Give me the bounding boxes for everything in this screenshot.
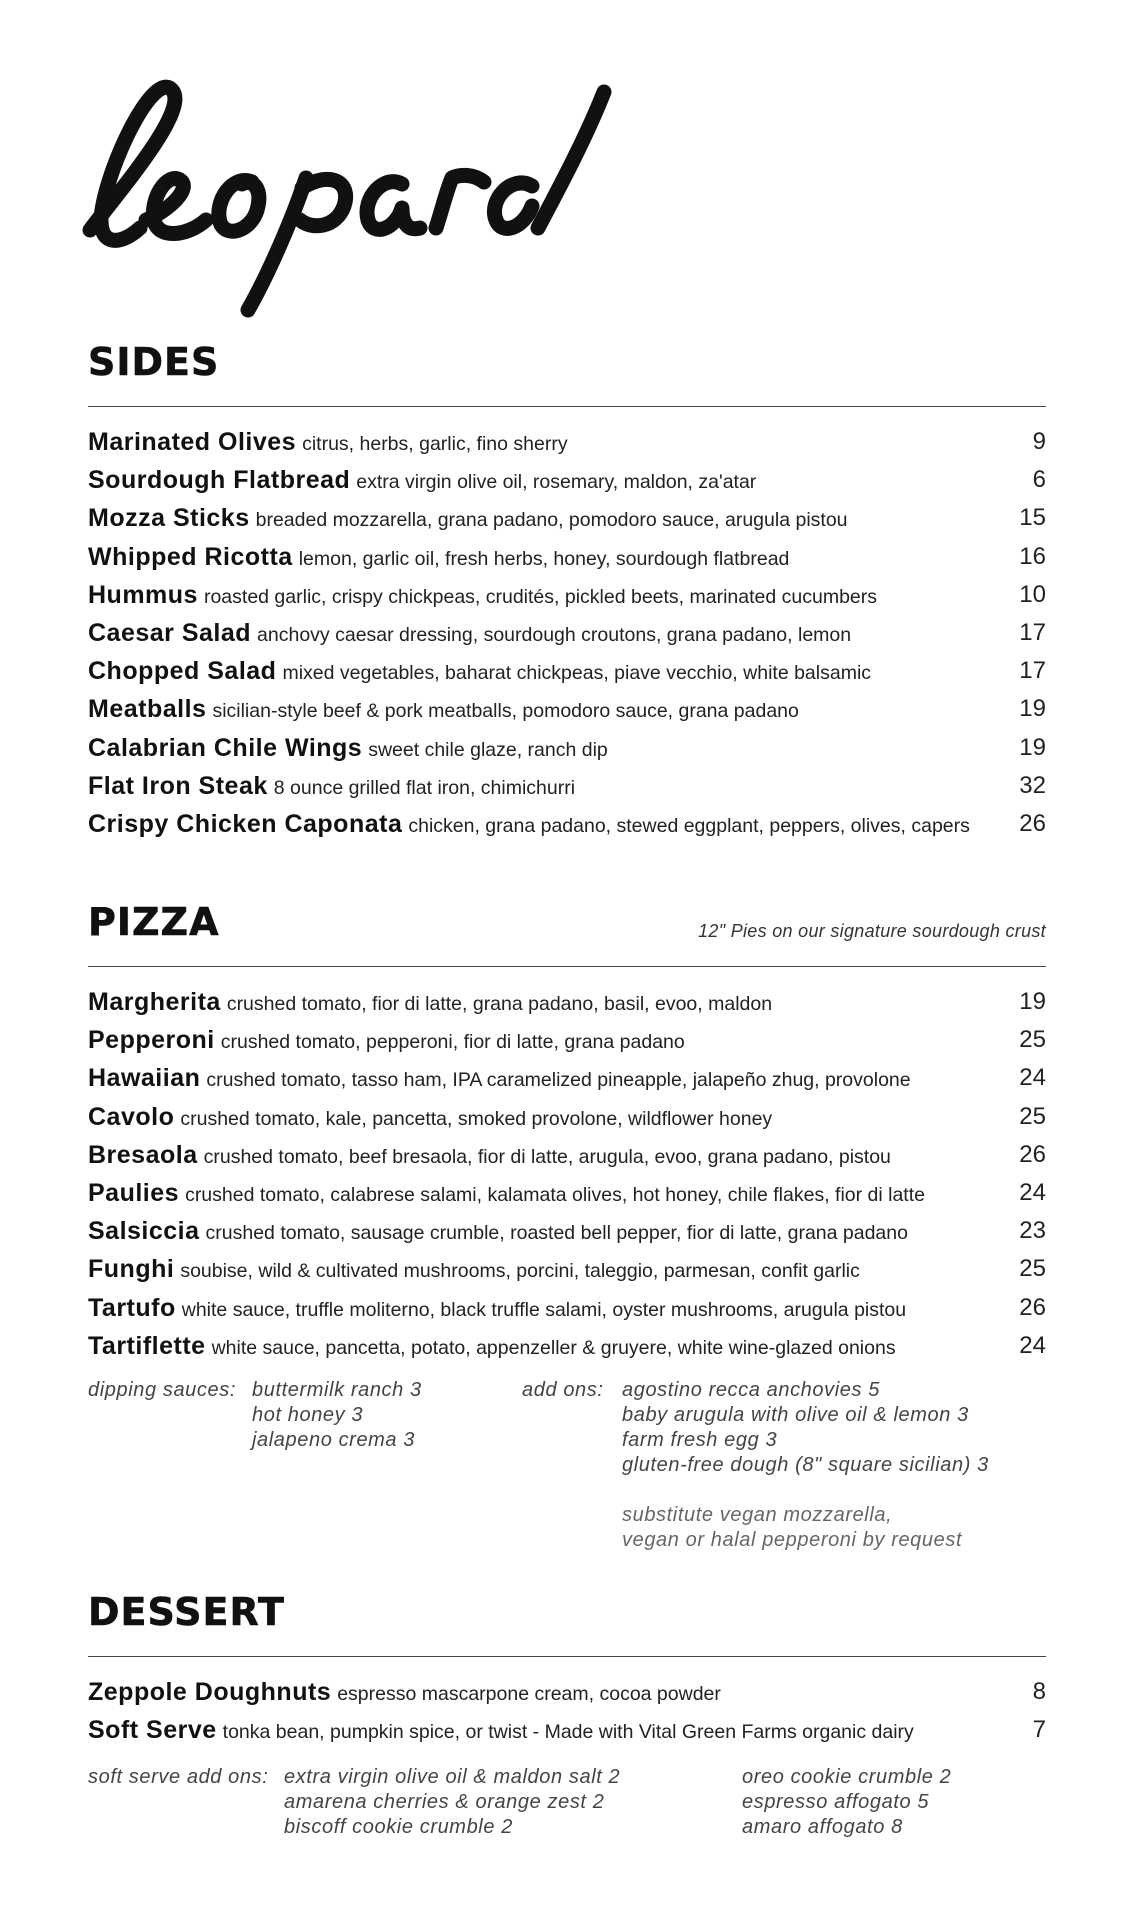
menu-item: [88, 499, 1046, 537]
soft-serve-extras: [88, 1765, 1046, 1845]
menu-item: [88, 652, 1046, 690]
item-name: Caesar Salad: [88, 618, 252, 647]
dessert-section: [88, 1590, 1046, 1749]
menu-item: [88, 1021, 1046, 1059]
item-description: lemon, garlic oil, fresh herbs, honey, sourdough flatbread: [298, 547, 790, 570]
pizza-extras: [88, 1378, 1046, 1558]
menu-item: [88, 767, 1046, 805]
sides-list: [88, 423, 1046, 843]
menu-item: [88, 423, 1046, 461]
menu-item: [88, 690, 1046, 728]
substitute-line: substitute vegan mozzarella,: [622, 1504, 893, 1526]
leopard-logo: [80, 70, 620, 320]
dipping-sauces-list: [252, 1378, 422, 1453]
item-price: 26: [1019, 809, 1046, 837]
add-on: gluten-free dough (8" square sicilian) 3: [622, 1454, 989, 1476]
item-name: Bresaola: [88, 1140, 198, 1169]
item-price: 24: [1019, 1331, 1046, 1359]
item-description: crushed tomato, kale, pancetta, smoked provolone, wildflower honey: [180, 1107, 773, 1130]
item-name: Zeppole Doughnuts: [88, 1678, 332, 1706]
menu-item: [88, 461, 1046, 499]
pizza-heading: PIZZA: [88, 900, 220, 944]
item-price: 9: [1032, 428, 1046, 455]
item-name: Hummus: [88, 580, 198, 609]
menu-item: [88, 614, 1046, 652]
menu-item: [88, 1059, 1046, 1097]
item-price: 23: [1019, 1217, 1046, 1245]
menu-item: [88, 1212, 1046, 1250]
dessert-divider: [88, 1656, 1046, 1657]
item-description: crushed tomato, pepperoni, fior di latte, grana padano: [220, 1031, 685, 1054]
item-price: 7: [1032, 1716, 1046, 1744]
item-name: Sourdough Flatbread: [88, 466, 351, 495]
item-price: 32: [1019, 771, 1046, 799]
item-price: 25: [1019, 1026, 1046, 1054]
item-price: 25: [1019, 1255, 1046, 1283]
item-description: sweet chile glaze, ranch dip: [368, 738, 608, 761]
item-price: 24: [1019, 1178, 1046, 1206]
add-ons-label: add ons:: [522, 1379, 604, 1401]
substitute-note: [622, 1503, 962, 1553]
dipping-sauces-label: dipping sauces:: [88, 1379, 236, 1401]
soft-serve-addons-label: soft serve add ons:: [88, 1766, 269, 1788]
soft-serve-addons-list-1: [284, 1765, 620, 1840]
item-description: mixed vegetables, baharat chickpeas, piave vecchio, white balsamic: [282, 662, 872, 685]
soft-serve-add-on: extra virgin olive oil & maldon salt 2: [284, 1766, 621, 1788]
item-description: white sauce, truffle moliterno, black truffle salami, oyster mushrooms, arugula pistou: [181, 1298, 907, 1321]
dipping-sauce: buttermilk ranch 3: [252, 1379, 422, 1401]
menu-item: [88, 538, 1046, 576]
item-price: 19: [1019, 733, 1046, 761]
menu-item: [88, 1289, 1046, 1327]
item-description: crushed tomato, fior di latte, grana padano, basil, evoo, maldon: [226, 993, 773, 1015]
item-price: 19: [1019, 695, 1046, 723]
menu-item: [88, 1250, 1046, 1288]
add-on: agostino recca anchovies 5: [622, 1379, 880, 1401]
dipping-sauce: hot honey 3: [252, 1404, 364, 1426]
item-name: Paulies: [88, 1178, 180, 1207]
item-name: Flat Iron Steak: [88, 771, 268, 800]
pizza-divider: [88, 966, 1046, 967]
item-description: espresso mascarpone cream, cocoa powder: [337, 1683, 721, 1705]
sides-divider: [88, 406, 1046, 407]
item-name: Crispy Chicken Caponata: [88, 809, 403, 838]
item-price: 25: [1019, 1102, 1046, 1130]
item-description: tonka bean, pumpkin spice, or twist - Made with Vital Green Farms organic dairy: [222, 1721, 914, 1744]
menu-item: [88, 729, 1046, 767]
sides-heading: SIDES: [88, 340, 220, 384]
menu-item: [88, 1711, 1046, 1749]
item-name: Pepperoni: [88, 1026, 215, 1055]
item-description: extra virgin olive oil, rosemary, maldon, za'atar: [356, 471, 757, 494]
add-on: farm fresh egg 3: [622, 1429, 778, 1451]
item-name: Tartiflette: [88, 1331, 206, 1360]
item-price: 8: [1032, 1678, 1046, 1705]
sides-section: [88, 340, 1046, 843]
item-price: 6: [1032, 466, 1046, 494]
dessert-heading: DESSERT: [88, 1590, 285, 1634]
item-name: Chopped Salad: [88, 657, 277, 686]
soft-serve-addons-list-2: [742, 1765, 951, 1840]
item-description: crushed tomato, beef bresaola, fior di latte, arugula, evoo, grana padano, pistou: [203, 1145, 891, 1168]
item-name: Soft Serve: [88, 1716, 217, 1745]
item-price: 17: [1019, 657, 1046, 685]
item-name: Salsiccia: [88, 1217, 200, 1246]
item-price: 24: [1019, 1064, 1046, 1092]
item-price: 26: [1019, 1140, 1046, 1168]
soft-serve-add-on: amarena cherries & orange zest 2: [284, 1791, 605, 1813]
soft-serve-add-on: biscoff cookie crumble 2: [284, 1816, 513, 1838]
menu-item: [88, 576, 1046, 614]
menu-item: [88, 1174, 1046, 1212]
add-ons-list: [622, 1378, 989, 1478]
dessert-list: [88, 1673, 1046, 1749]
pizza-section: [88, 900, 1046, 1365]
pizza-list: [88, 983, 1046, 1365]
item-price: 19: [1019, 988, 1046, 1015]
soft-serve-add-on: amaro affogato 8: [742, 1816, 903, 1838]
item-price: 26: [1019, 1293, 1046, 1321]
item-description: sicilian-style beef & pork meatballs, pomodoro sauce, grana padano: [212, 700, 799, 723]
menu-item: [88, 1136, 1046, 1174]
item-description: crushed tomato, tasso ham, IPA caramelized pineapple, jalapeño zhug, provolone: [206, 1069, 911, 1092]
menu-item: [88, 805, 1046, 843]
item-name: Whipped Ricotta: [88, 542, 293, 571]
item-price: 17: [1019, 618, 1046, 646]
item-description: white sauce, pancetta, potato, appenzeller & gruyere, white wine-glazed onions: [211, 1336, 896, 1359]
item-name: Cavolo: [88, 1102, 175, 1131]
item-description: anchovy caesar dressing, sourdough croutons, grana padano, lemon: [257, 623, 852, 646]
item-description: crushed tomato, sausage crumble, roasted bell pepper, fior di latte, grana padano: [205, 1222, 908, 1245]
item-description: roasted garlic, crispy chickpeas, crudités, pickled beets, marinated cucumbers: [203, 585, 878, 608]
menu-item: [88, 1098, 1046, 1136]
item-name: Meatballs: [88, 695, 207, 724]
item-name: Mozza Sticks: [88, 504, 250, 533]
item-name: Hawaiian: [88, 1064, 201, 1093]
item-name: Funghi: [88, 1255, 175, 1284]
menu-item: [88, 983, 1046, 1021]
dipping-sauce: jalapeno crema 3: [252, 1429, 416, 1451]
substitute-line: vegan or halal pepperoni by request: [622, 1529, 963, 1551]
item-name: Margherita: [88, 988, 221, 1016]
item-price: 16: [1019, 542, 1046, 570]
item-name: Calabrian Chile Wings: [88, 733, 363, 762]
menu-item: [88, 1673, 1046, 1711]
add-on: baby arugula with olive oil & lemon 3: [622, 1404, 969, 1426]
item-price: 10: [1019, 580, 1046, 608]
pizza-crust-note: 12" Pies on our signature sourdough crust: [698, 921, 1046, 941]
item-price: 15: [1019, 504, 1046, 532]
menu-item: [88, 1327, 1046, 1365]
item-description: breaded mozzarella, grana padano, pomodoro sauce, arugula pistou: [255, 509, 848, 532]
item-name: Tartufo: [88, 1293, 176, 1322]
item-description: citrus, herbs, garlic, fino sherry: [302, 433, 568, 455]
item-name: Marinated Olives: [88, 428, 297, 456]
item-description: crushed tomato, calabrese salami, kalamata olives, hot honey, chile flakes, fior di latte: [185, 1183, 925, 1206]
soft-serve-add-on: oreo cookie crumble 2: [742, 1766, 952, 1788]
item-description: chicken, grana padano, stewed eggplant, peppers, olives, capers: [408, 814, 970, 837]
soft-serve-add-on: espresso affogato 5: [742, 1791, 930, 1813]
item-description: 8 ounce grilled flat iron, chimichurri: [273, 776, 576, 799]
item-description: soubise, wild & cultivated mushrooms, porcini, taleggio, parmesan, confit garlic: [180, 1260, 860, 1283]
